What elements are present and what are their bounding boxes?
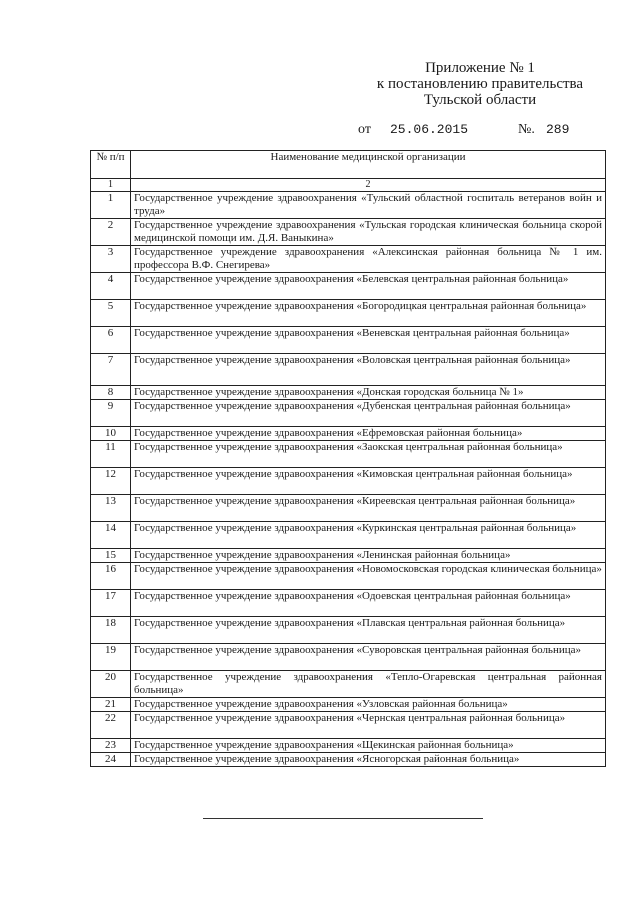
table-row: [91, 495, 606, 522]
number-label: №.: [518, 122, 535, 137]
table-row: [91, 549, 606, 563]
column-header-number: № п/п: [91, 151, 131, 179]
organization-name: Государственное учреждение здравоохранения «Алексинская районная больница № 1 им. профессора В.Ф. Снегирева»: [131, 246, 606, 273]
row-number: 9: [91, 400, 131, 427]
row-number: 22: [91, 712, 131, 739]
table-row: [91, 644, 606, 671]
organization-name: Государственное учреждение здравоохранения «Тульская городская клиническая больница скорой медицинской помощи им. Д.Я. Ваныкина»: [131, 219, 606, 246]
row-number: 20: [91, 671, 131, 698]
table-row: [91, 753, 606, 767]
organizations-table-body: [91, 192, 606, 767]
row-number: 23: [91, 739, 131, 753]
table-row: [91, 468, 606, 495]
organization-name: Государственное учреждение здравоохранения «Плавская центральная районная больница»: [131, 617, 606, 644]
organization-name: Государственное учреждение здравоохранения «Киреевская центральная районная больница»: [131, 495, 606, 522]
document-number: 289: [546, 122, 570, 137]
column-index-1: 1: [91, 179, 131, 192]
column-index-row: [91, 179, 606, 192]
organization-name: Государственное учреждение здравоохранения «Белевская центральная районная больница»: [131, 273, 606, 300]
row-number: 18: [91, 617, 131, 644]
organization-name: Государственное учреждение здравоохранения «Богородицкая центральная районная больница»: [131, 300, 606, 327]
table-row: [91, 192, 606, 219]
row-number: 2: [91, 219, 131, 246]
table-row: [91, 400, 606, 427]
organization-name: Государственное учреждение здравоохранения «Куркинская центральная районная больница»: [131, 522, 606, 549]
organization-name: Государственное учреждение здравоохранения «Узловская районная больница»: [131, 698, 606, 712]
table-row: [91, 590, 606, 617]
organizations-table: [90, 150, 606, 767]
document-date: 25.06.2015: [390, 122, 469, 137]
organization-name: Государственное учреждение здравоохранения «Суворовская центральная районная больница»: [131, 644, 606, 671]
table-row: [91, 712, 606, 739]
organization-name: Государственное учреждение здравоохранения «Ясногорская районная больница»: [131, 753, 606, 767]
organization-name: Государственное учреждение здравоохранения «Щекинская районная больница»: [131, 739, 606, 753]
organization-name: Государственное учреждение здравоохранения «Ленинская районная больница»: [131, 549, 606, 563]
organization-name: Государственное учреждение здравоохранения «Воловская центральная районная больница»: [131, 354, 606, 386]
date-number-line: [358, 122, 598, 140]
row-number: 14: [91, 522, 131, 549]
row-number: 12: [91, 468, 131, 495]
table-row: [91, 671, 606, 698]
row-number: 1: [91, 192, 131, 219]
row-number: 4: [91, 273, 131, 300]
table-row: [91, 522, 606, 549]
table-row: [91, 563, 606, 590]
organization-name: Государственное учреждение здравоохранения «Донская городская больница № 1»: [131, 386, 606, 400]
organization-name: Государственное учреждение здравоохранения «Одоевская центральная районная больница»: [131, 590, 606, 617]
row-number: 3: [91, 246, 131, 273]
appendix-region: Тульской области: [423, 92, 537, 108]
table-row: [91, 427, 606, 441]
table-row: [91, 698, 606, 712]
row-number: 16: [91, 563, 131, 590]
row-number: 24: [91, 753, 131, 767]
table-row: [91, 246, 606, 273]
table-row: [91, 441, 606, 468]
table-row: [91, 386, 606, 400]
organization-name: Государственное учреждение здравоохранения «Кимовская центральная районная больница»: [131, 468, 606, 495]
table-row: [91, 273, 606, 300]
table-row: [91, 739, 606, 753]
organization-name: Государственное учреждение здравоохранения «Новомосковская городская клиническая больница»: [131, 563, 606, 590]
table-row: [91, 300, 606, 327]
organization-name: Государственное учреждение здравоохранения «Чернская центральная районная больница»: [131, 712, 606, 739]
row-number: 5: [91, 300, 131, 327]
table-header-row: [91, 151, 606, 179]
table-row: [91, 617, 606, 644]
row-number: 8: [91, 386, 131, 400]
organization-name: Государственное учреждение здравоохранения «Заокская центральная районная больница»: [131, 441, 606, 468]
organization-name: Государственное учреждение здравоохранения «Тульский областной госпиталь ветеранов войн и труда»: [131, 192, 606, 219]
organization-name: Государственное учреждение здравоохранения «Ефремовская районная больница»: [131, 427, 606, 441]
organization-name: Государственное учреждение здравоохранения «Веневская центральная районная больница»: [131, 327, 606, 354]
row-number: 11: [91, 441, 131, 468]
organization-name: Государственное учреждение здравоохранения «Дубенская центральная районная больница»: [131, 400, 606, 427]
closing-line: [203, 818, 483, 819]
table-row: [91, 219, 606, 246]
appendix-title: Приложение № 1: [425, 60, 535, 76]
table-row: [91, 327, 606, 354]
row-number: 6: [91, 327, 131, 354]
column-index-2: 2: [131, 179, 606, 192]
row-number: 19: [91, 644, 131, 671]
row-number: 15: [91, 549, 131, 563]
row-number: 13: [91, 495, 131, 522]
row-number: 10: [91, 427, 131, 441]
appendix-header: [330, 60, 630, 108]
column-header-name: Наименование медицинской организации: [131, 151, 606, 179]
row-number: 21: [91, 698, 131, 712]
date-prefix: от: [358, 122, 371, 137]
row-number: 17: [91, 590, 131, 617]
row-number: 7: [91, 354, 131, 386]
appendix-subtitle: к постановлению правительства: [376, 76, 584, 92]
organization-name: Государственное учреждение здравоохранения «Тепло-Огаревская центральная районная больница»: [131, 671, 606, 698]
table-row: [91, 354, 606, 386]
